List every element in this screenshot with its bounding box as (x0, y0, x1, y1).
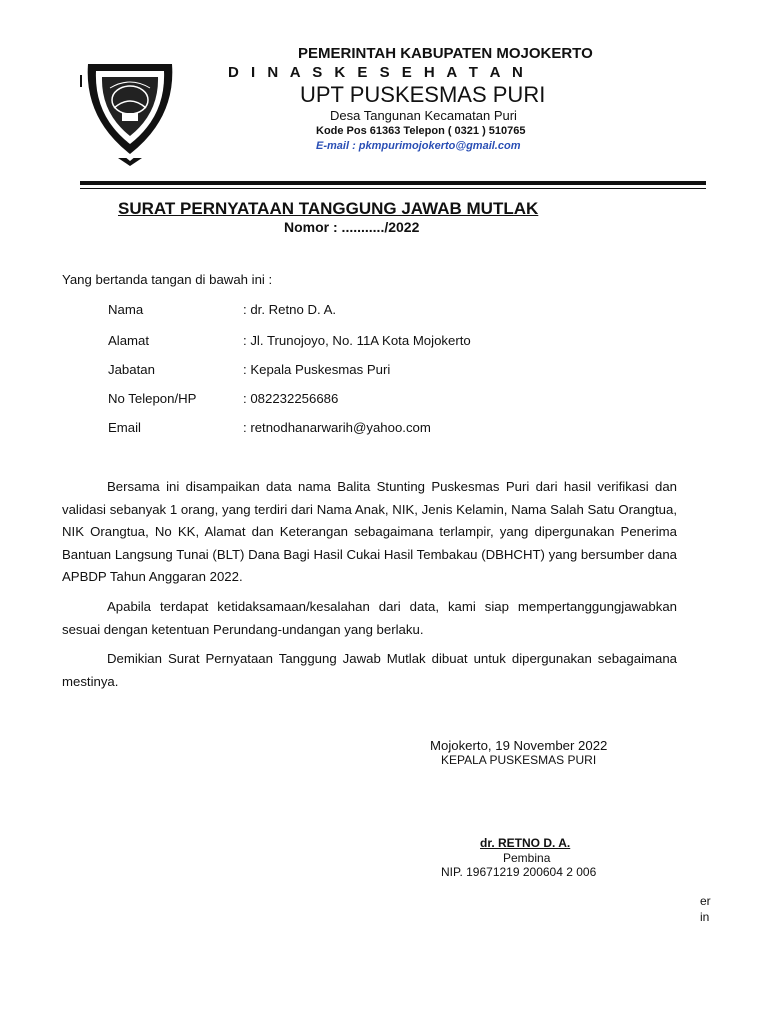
identity-label: Nama (108, 302, 144, 317)
signer-name: dr. RETNO D. A. (480, 836, 571, 850)
signer-nip: NIP. 19671219 200604 2 006 (441, 865, 597, 879)
puskesmas-name: UPT PUSKESMAS PURI (300, 82, 546, 107)
identity-label: Email (108, 420, 141, 435)
place-date: Mojokerto, 19 November 2022 (430, 738, 608, 753)
department-name: D I N A S K E S E H A T A N (228, 64, 527, 81)
signer-rank: Pembina (503, 851, 551, 865)
identity-value: : retnodhanarwarih@yahoo.com (243, 420, 431, 435)
letterhead-rule-thick (80, 181, 706, 185)
document-number: Nomor : .........../2022 (284, 219, 420, 235)
edge-fragment: er (700, 894, 711, 908)
identity-value: : Kepala Puskesmas Puri (243, 362, 391, 377)
address-line: Desa Tangunan Kecamatan Puri (330, 108, 517, 123)
identity-label: No Telepon/HP (108, 391, 197, 406)
edge-fragment: in (700, 910, 710, 924)
body-paragraph: Bersama ini disampaikan data nama Balita Stunting Puskesmas Puri dari hasil verifikasi dan validasi sebanyak 1 orang, yang terdiri dari Nama Anak, NIK, Jenis Kelamin, Nama Salah Satu Orangtua, NIK Orangtua, No KK, Alamat dan Keterangan sebagaimana terlampir, yang dipergunakan Penerima Bantuan Langsung Tunai (BLT) Dana Bagi Hasil Cukai Hasil Tembakau (DBHCHT) yang bersumber dana APBDP Tahun Anggaran 2022. (62, 479, 677, 584)
identity-label: Alamat (108, 333, 150, 348)
government-name: PEMERINTAH KABUPATEN MOJOKERTO (298, 45, 593, 62)
identity-value: : dr. Retno D. A. (243, 302, 337, 317)
identity-label: Jabatan (108, 362, 155, 377)
signer-position: KEPALA PUSKESMAS PURI (441, 753, 597, 767)
document-title: SURAT PERNYATAAN TANGGUNG JAWAB MUTLAK (118, 199, 539, 218)
body-paragraph: Demikian Surat Pernyataan Tanggung Jawab Mutlak dibuat untuk dipergunakan sebagaimana mestinya. (62, 651, 677, 689)
kabupaten-mojokerto-emblem-logo (80, 58, 180, 170)
identity-value: : Jl. Trunojoyo, No. 11A Kota Mojokerto (243, 333, 471, 348)
letterhead-rule-thin (80, 188, 706, 189)
identity-value: : 082232256686 (243, 391, 339, 406)
contact-line: Kode Pos 61363 Telepon ( 0321 ) 510765 (316, 125, 526, 137)
email-line: E-mail : pkmpurimojokerto@gmail.com (316, 140, 521, 152)
body-paragraph: Apabila terdapat ketidaksamaan/kesalahan dari data, kami siap mempertanggungjawabkan sesuai dengan ketentuan Perundang-undangan yang berlaku. (62, 599, 677, 637)
intro-text: Yang bertanda tangan di bawah ini : (62, 272, 273, 287)
logo-left-mark (80, 75, 82, 87)
